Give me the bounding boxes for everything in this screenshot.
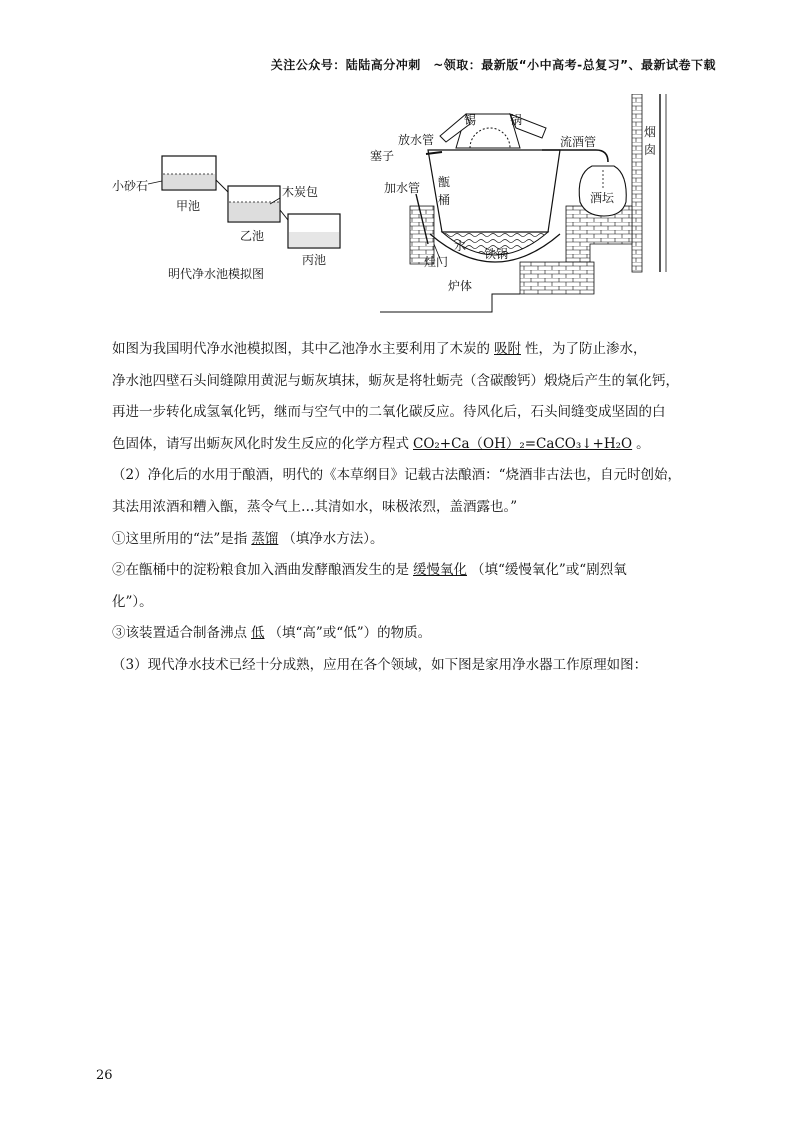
text-line: 其法用浓酒和糟入甑，蒸令气上…其清如水，味极浓烈，盖酒露也。” [112,498,518,515]
answer-equation: CO₂+Ca（OH）₂=CaCO₃↓+H₂O [413,435,633,452]
water-pool-diagram [108,148,348,288]
label-jia-pool: 甲池 [176,199,201,213]
answer-blank: 低 [251,625,265,642]
label-tin-pot-2: 锅 [510,113,523,127]
label-zeng-2: 桶 [438,193,451,207]
text-line: 如图为我国明代净水池模拟图，其中乙池净水主要利用了木炭的 吸附 性，为了防止渗水， [112,341,647,357]
label-furnace: 炉体 [448,279,473,293]
label-chimney-1: 烟 [644,125,657,139]
label-stopper: 塞子 [370,149,395,163]
page-header: 关注公众号：陆陆高分冲刺 ~领取：最新版“小中高考-总复习”、最新试卷下载 [270,58,716,72]
label-water: 水 [454,239,467,253]
text-line: （2）净化后的水用于酿酒，明代的《本草纲目》记载古法酿酒：“烧酒非古法也，自元时创始， [112,467,681,484]
answer-blank: 吸附 [494,341,521,357]
label-tin-pot-1: 锡 [464,113,477,127]
label-yi-pool: 乙池 [240,229,265,243]
label-drain-pipe: 放水管 [398,133,435,147]
page-number: 26 [96,1068,113,1083]
label-sand: 小砂石 [112,179,149,193]
answer-blank: 缓慢氧化 [413,562,467,579]
label-iron-pot: 铁锅 [484,247,509,261]
question-text [112,334,712,682]
label-zeng-1: 甑 [438,175,451,189]
text-line: ①这里所用的“法”是指 蒸馏 （填净水方法）。 [112,530,384,547]
text-line: ②在甑桶中的淀粉粮食加入酒曲发酵酿酒发生的是 缓慢氧化 （填“缓慢氧化”或“剧烈氧 [112,562,627,579]
answer-blank: 蒸馏 [251,530,279,547]
label-charcoal: 木炭包 [282,185,319,199]
text-line: 净水池四壁石头间缝隙用黄泥与蛎灰填抹，蛎灰是将牡蛎壳（含碳酸钙）煅烧后产生的氧化钙， [112,372,679,389]
text-line: 再进一步转化成氢氧化钙，继而与空气中的二氧化碳反应。待风化后，石头间缝变成坚固的白 [112,404,666,421]
label-wine-jar: 酒坛 [590,191,615,205]
label-wine-pipe: 流酒管 [560,135,597,149]
text-line: 色固体，请写出蛎灰风化时发生反应的化学方程式 CO₂+Ca（OH）₂=CaCO₃↓+H₂O 。 [112,435,650,452]
text-line: 化”）。 [112,593,153,610]
text-line: ③该装置适合制备沸点 低 （填“高”或“低”）的物质。 [112,625,432,642]
text-line: （3）现代净水技术已经十分成熟，应用在各个领域，如下图是家用净水器工作原理如图： [112,656,648,673]
label-chimney-2: 囱 [644,143,657,157]
label-bing-pool: 丙池 [302,253,327,267]
label-add-water-pipe: 加水管 [384,181,421,195]
distillation-apparatus-diagram [370,94,682,318]
label-stove-door: 灶门 [424,255,449,269]
figure-caption: 明代净水池模拟图 [168,267,265,281]
